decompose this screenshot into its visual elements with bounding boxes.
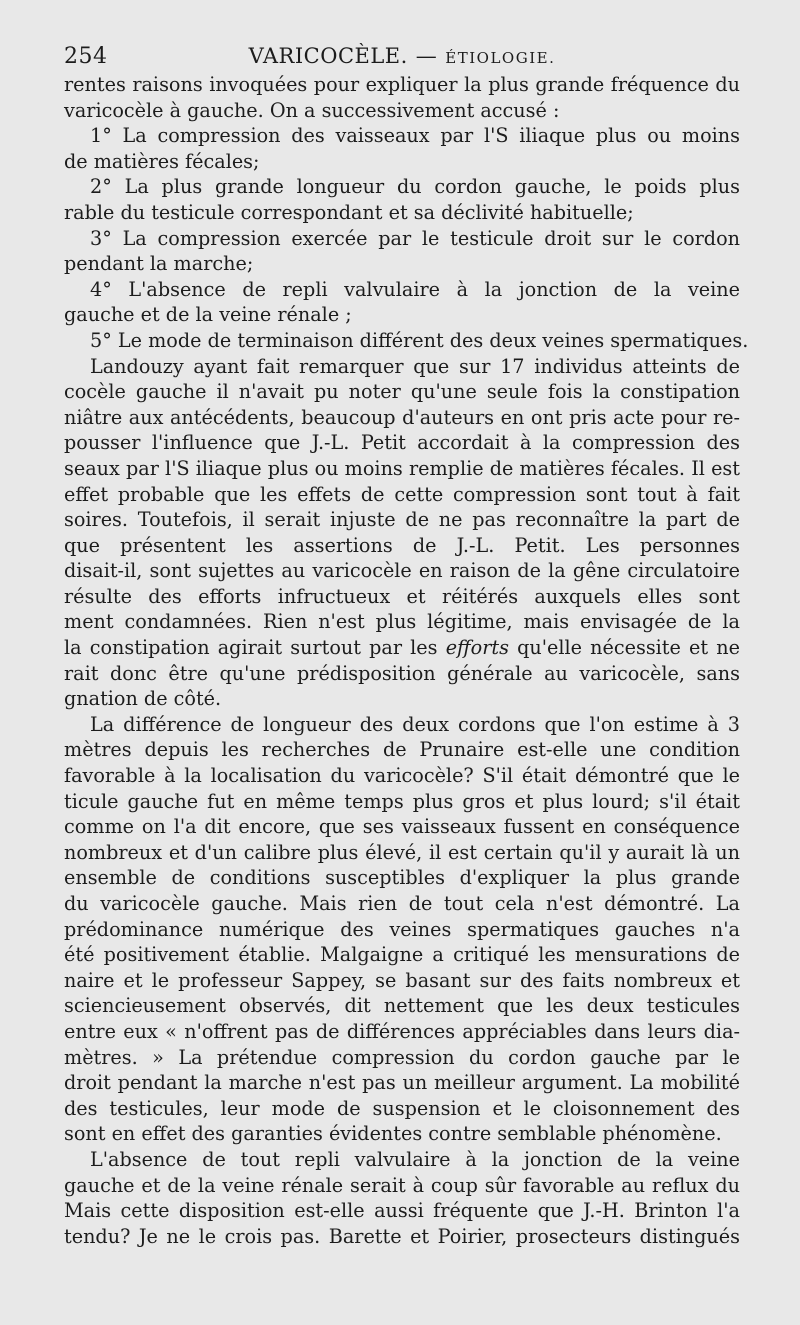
text-line: été positivement établie. Malgaigne a critiqué les mensurations de (64, 943, 740, 967)
text-line: cocèle gauche il n'avait pu noter qu'une seule fois la constipation (64, 380, 740, 404)
text-line: 4° L'absence de repli valvulaire à la jonction de la veine (90, 277, 740, 301)
text-line: disait-il, sont sujettes au varicocèle en raison de la gêne circulatoire (64, 559, 740, 583)
text-line: soires. Toutefois, il serait injuste de ne pas reconnaître la part de (64, 508, 740, 532)
text-line: ment condamnées. Rien n'est plus légitime, mais envisagée de la (64, 610, 740, 634)
text-line: naire et le professeur Sappey, se basant sur des faits nombreux et (64, 968, 740, 992)
page-number: 254 (64, 44, 108, 69)
chapter-title: VARICOCÈLE. (248, 44, 408, 68)
text-line: niâtre aux antécédents, beaucoup d'auteurs en ont pris acte pour re- (64, 405, 740, 429)
text-line: du varicocèle gauche. Mais rien de tout cela n'est démontré. La (64, 892, 740, 915)
emphasis-word: efforts (445, 636, 509, 660)
title-dash: — (415, 44, 438, 68)
text-line: L'absence de tout repli valvulaire à la jonction de la veine (90, 1147, 740, 1171)
text-line: sciencieusement observés, dit nettement que les deux testicules (64, 994, 740, 1018)
body-text (64, 72, 749, 1249)
text-line: 5° Le mode de terminaison différent des deux veines spermatiques. (90, 328, 749, 352)
text-line: varicocèle à gauche. On a successivement accusé : (64, 98, 560, 122)
text-line: résulte des efforts infructueux et réitérés auxquels elles sont (64, 584, 740, 608)
section-title: ÉTIOLOGIE. (445, 49, 556, 67)
running-header (64, 40, 740, 72)
text-line: favorable à la localisation du varicocèle? S'il était démontré que le (64, 764, 740, 788)
text-line: ensemble de conditions susceptibles d'expliquer la plus grande (64, 866, 740, 890)
running-title (64, 44, 740, 68)
text-line: pousser l'influence que J.-L. Petit accordait à la compression des (64, 431, 740, 455)
text-fragment: qu'elle nécessite et ne (517, 636, 740, 660)
text-line: tendu? Je ne le crois pas. Barette et Poirier, prosecteurs distingués (64, 1224, 740, 1248)
text-line: prédominance numérique des veines spermatiques gauches n'a (64, 917, 740, 941)
text-line: des testicules, leur mode de suspension et le cloisonnement des (64, 1096, 740, 1120)
text-line: seaux par l'S iliaque plus ou moins remplie de matières fécales. Il est (64, 456, 740, 480)
text-line: pendant la marche; (64, 252, 254, 276)
text-line: rable du testicule correspondant et sa déclivité habituelle; (64, 200, 634, 224)
text-line: ticule gauche fut en même temps plus gros et plus lourd; s'il était (64, 789, 740, 813)
text-line: rentes raisons invoquées pour expliquer la plus grande fréquence du (64, 73, 740, 96)
text-line: 3° La compression exercée par le testicule droit sur le cordon (90, 226, 740, 250)
text-line (64, 635, 740, 661)
text-line: droit pendant la marche n'est pas un meilleur argument. La mobilité (64, 1071, 740, 1095)
text-line: gauche et de la veine rénale ; (64, 303, 352, 327)
text-line: effet probable que les effets de cette compression sont tout à fait (64, 482, 740, 506)
text-line: Landouzy ayant fait remarquer que sur 17 individus atteints de (90, 354, 740, 378)
text-line: comme on l'a dit encore, que ses vaisseaux fussent en conséquence (64, 815, 740, 839)
text-line: 1° La compression des vaisseaux par l'S iliaque plus ou moins (90, 124, 740, 148)
text-line: nombreux et d'un calibre plus élevé, il est certain qu'il y aurait là un (64, 840, 740, 864)
text-line: sont en effet des garanties évidentes contre semblable phénomène. (64, 1122, 722, 1146)
text-line: gauche et de la veine rénale serait à coup sûr favorable au reflux du (64, 1173, 740, 1197)
text-line: Mais cette disposition est-elle aussi fréquente que J.-H. Brinton l'a (64, 1199, 740, 1223)
text-line: La différence de longueur des deux cordons que l'on estime à 3 (90, 712, 740, 736)
text-line: de matières fécales; (64, 149, 260, 173)
text-line: gnation de côté. (64, 687, 222, 711)
text-line: mètres. » La prétendue compression du cordon gauche par le (64, 1045, 740, 1069)
text-line: mètres depuis les recherches de Prunaire est-elle une condition (64, 738, 740, 762)
text-line: 2° La plus grande longueur du cordon gauche, le poids plus (90, 175, 740, 199)
text-line: que présentent les assertions de J.-L. Petit. Les personnes (64, 533, 740, 557)
text-line: entre eux « n'offrent pas de différences appréciables dans leurs dia- (64, 1019, 740, 1043)
text-line: rait donc être qu'une prédisposition générale au varicocèle, sans (64, 661, 740, 685)
text-fragment: la constipation agirait surtout par les (64, 636, 446, 660)
